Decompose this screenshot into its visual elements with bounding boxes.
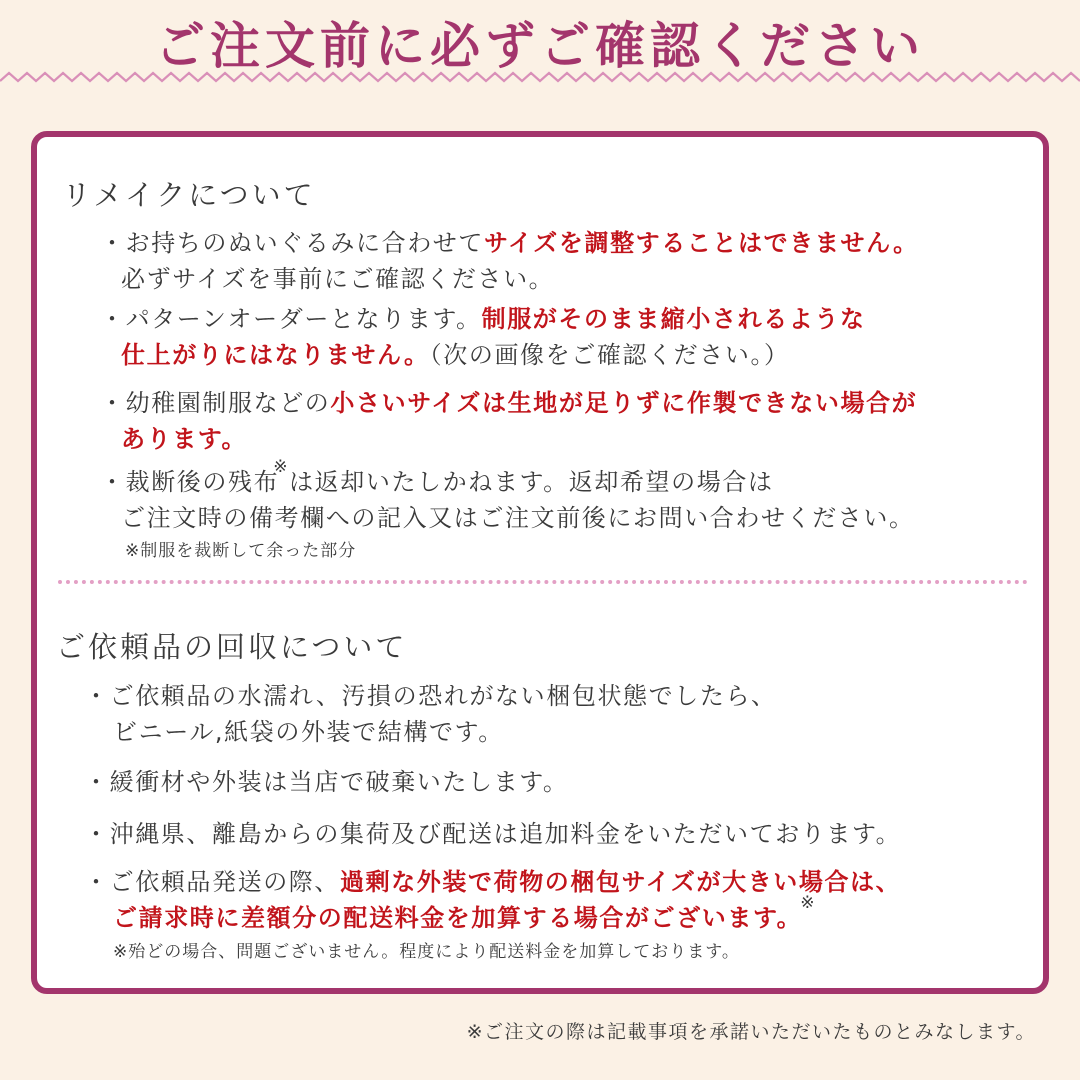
page-title: ご注文前に必ずご確認ください xyxy=(155,17,925,75)
footnote-mark: ※ xyxy=(273,457,290,477)
remake-bullet-leftover-line1 xyxy=(100,457,774,497)
emphasis-text: ご請求時に差額分の配送料金を加算する場合がございます。 xyxy=(113,904,803,932)
emphasis-text: サイズを調整することはできません。 xyxy=(484,229,919,257)
remake-bullet-size-line2: 必ずサイズを事前にご確認ください。 xyxy=(121,265,555,293)
remake-bullet-kindergarten-line2 xyxy=(121,419,247,454)
text: ・幼稚園制服などの xyxy=(100,389,331,417)
emphasis-text: 仕上がりにはなりません。 xyxy=(121,341,430,369)
collection-bullet-packaging-line2: ビニール,紙袋の外装で結構です。 xyxy=(113,718,504,746)
collection-bullet-shipping-line1 xyxy=(84,862,901,897)
emphasis-text: 制服がそのまま縮小されるような xyxy=(481,305,866,333)
collection-bullet-okinawa: ・沖縄県、離島からの集荷及び配送は追加料金をいただいております。 xyxy=(84,820,902,848)
page-footnote: ※ご注文の際は記載事項を承諾いただいたものとみなします。 xyxy=(466,1021,1036,1043)
notice-card xyxy=(31,131,1049,994)
footnote-mark: ※ xyxy=(800,893,817,913)
remake-bullet-leftover-line2: ご注文時の備考欄への記入又はご注文前後にお問い合わせください。 xyxy=(121,504,915,532)
text: ・ご依頼品発送の際、 xyxy=(84,868,340,896)
text: は返却いたしかねます。返却希望の場合は xyxy=(289,468,774,496)
text: ・お持ちのぬいぐるみに合わせて xyxy=(100,229,484,257)
section-heading-remake: リメイクについて xyxy=(62,178,316,212)
emphasis-text: 小さいサイズは生地が足りずに作製できない場合が xyxy=(330,389,918,417)
remake-bullet-pattern-line2 xyxy=(121,335,790,370)
remake-bullet-kindergarten-line1 xyxy=(100,383,917,418)
collection-bullet-shipping-line2 xyxy=(113,893,817,933)
text: ・パターンオーダーとなります。 xyxy=(100,305,482,333)
remake-bullet-size-line1 xyxy=(100,223,919,258)
emphasis-text: 過剰な外装で荷物の梱包サイズが大きい場合は、 xyxy=(340,868,902,896)
remake-leftover-note: ※制服を裁断して余った部分 xyxy=(125,541,357,561)
emphasis-text: あります。 xyxy=(121,425,248,453)
section-heading-collection: ご依頼品の回収について xyxy=(56,630,408,664)
wavy-divider xyxy=(0,70,1080,84)
collection-bullet-packaging-line1: ・ご依頼品の水濡れ、汚損の恐れがない梱包状態でしたら、 xyxy=(84,682,777,710)
text: （次の画像をご確認ください。） xyxy=(429,341,790,369)
collection-bullet-disposal: ・緩衝材や外装は当店で破棄いたします。 xyxy=(84,768,569,796)
collection-shipping-note: ※殆どの場合、問題ございません。程度により配送料金を加算しております。 xyxy=(113,942,740,962)
section-divider xyxy=(58,580,1028,584)
text: ・裁断後の残布 xyxy=(100,468,280,496)
remake-bullet-pattern-line1 xyxy=(100,299,866,334)
